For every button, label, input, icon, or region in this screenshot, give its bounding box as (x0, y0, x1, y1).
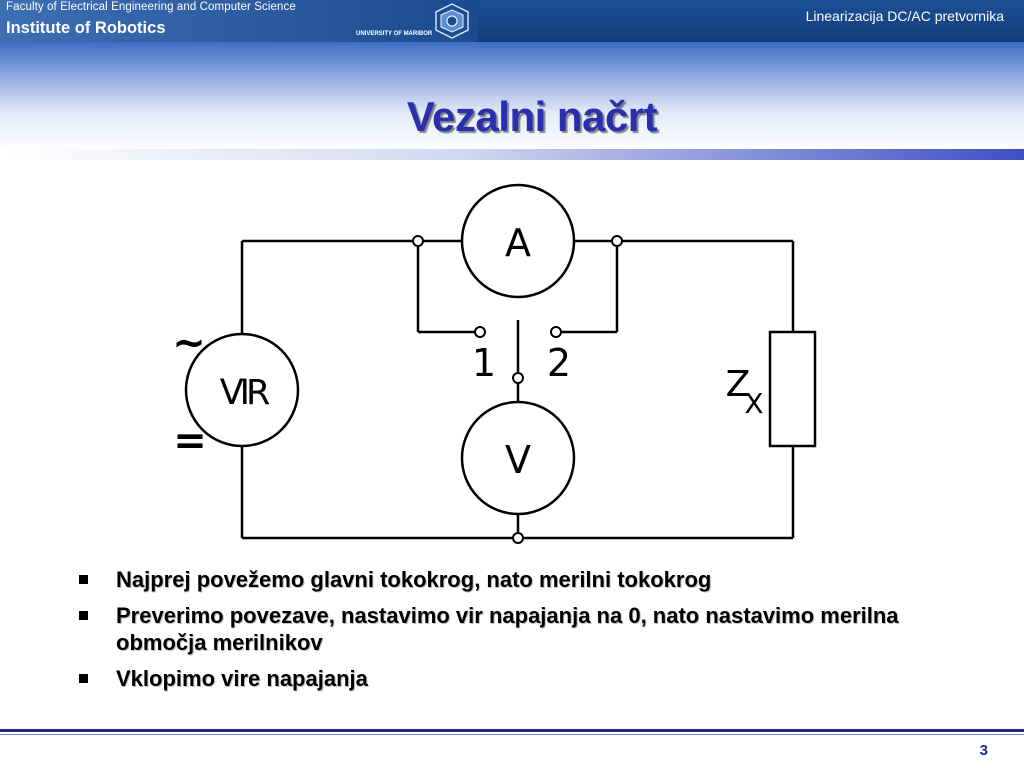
bullet-text: Najprej povežemo glavni tokokrog, nato merilni tokokrog (116, 567, 712, 592)
dc-symbol: = (173, 418, 207, 464)
wiring-diagram (150, 170, 850, 560)
bullet-item (76, 665, 976, 692)
load-label-subscript: X (744, 387, 764, 420)
title-accent-line (0, 149, 1024, 160)
bullet-list (76, 566, 976, 701)
institute-name: Institute of Robotics (6, 19, 166, 37)
ammeter-label: A (505, 221, 531, 265)
bullet-item (76, 602, 976, 656)
university-name: UNIVERSITY OF MARIBOR (356, 31, 433, 37)
footer-rule-thin (0, 734, 1024, 735)
switch-position-2: 2 (546, 341, 572, 385)
voltmeter-label: V (505, 438, 531, 482)
switch-position-1: 1 (471, 341, 497, 385)
institute-logo-icon (432, 2, 472, 40)
faculty-name: Faculty of Electrical Engineering and Computer Science (6, 1, 296, 13)
load-label: Z (725, 364, 751, 405)
load-resistor (770, 332, 815, 446)
logo-banner (0, 0, 478, 42)
bullet-square-icon (79, 674, 88, 683)
page-number: 3 (979, 742, 988, 759)
header-bar (0, 0, 1024, 42)
bullet-item (76, 566, 976, 593)
bullet-text: Preverimo povezave, nastavimo vir napajanja na 0, nato nastavimo merilna območja merilnikov (116, 603, 899, 655)
presentation-title: Linearizacija DC/AC pretvornika (805, 8, 1004, 24)
bullet-square-icon (79, 575, 88, 584)
bullet-square-icon (79, 611, 88, 620)
footer-rule (0, 729, 1024, 732)
slide-title: Vezalni načrt (406, 93, 658, 140)
source-label: VIR (219, 373, 267, 413)
ac-symbol: ~ (172, 320, 206, 366)
bullet-text: Vklopimo vire napajanja (116, 666, 368, 691)
